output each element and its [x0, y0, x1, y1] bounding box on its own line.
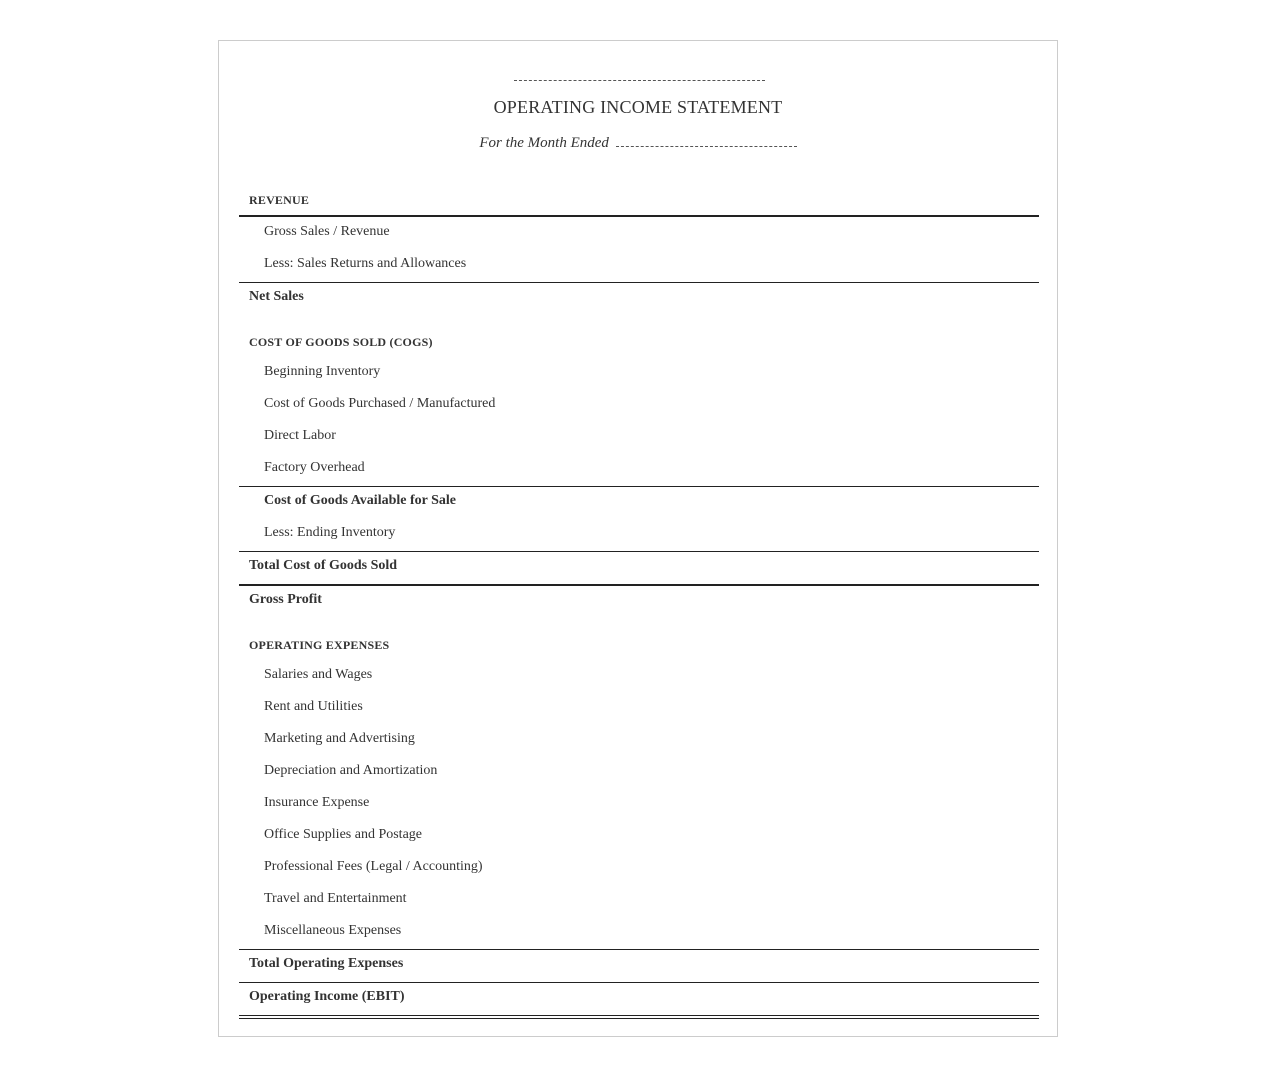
opex-heading: OPERATING EXPENSES — [249, 638, 390, 652]
total-cogs-rule — [239, 551, 1039, 552]
total-cogs-row: Total Cost of Goods Sold — [249, 558, 398, 573]
operating-income-rule — [239, 982, 1039, 983]
opex-item: Miscellaneous Expenses — [264, 923, 402, 938]
total-opex-rule — [239, 949, 1039, 950]
statement-period — [219, 135, 1057, 152]
statement-page — [218, 40, 1058, 1037]
gross-profit-row: Gross Profit — [249, 592, 322, 607]
statement-title: OPERATING INCOME STATEMENT — [493, 97, 783, 117]
opex-item: Marketing and Advertising — [264, 731, 415, 746]
sales-returns-row: Less: Sales Returns and Allowances — [264, 256, 467, 271]
opex-item: Salaries and Wages — [264, 667, 373, 682]
total-opex-row: Total Operating Expenses — [249, 956, 404, 971]
gross-sales-row: Gross Sales / Revenue — [264, 224, 390, 239]
net-sales-rule — [239, 282, 1039, 283]
operating-income-row: Operating Income (EBIT) — [249, 989, 405, 1004]
gross-profit-rule — [239, 584, 1039, 586]
operating-income-double-rule — [239, 1015, 1039, 1019]
opex-item: Travel and Entertainment — [264, 891, 407, 906]
opex-item: Rent and Utilities — [264, 699, 363, 714]
period-label: For the Month Ended — [479, 135, 609, 151]
goods-purchased-row: Cost of Goods Purchased / Manufactured — [264, 396, 496, 411]
factory-overhead-row: Factory Overhead — [264, 460, 365, 475]
revenue-heading-rule — [239, 215, 1039, 217]
revenue-heading: REVENUE — [249, 193, 310, 207]
opex-item: Professional Fees (Legal / Accounting) — [264, 859, 483, 874]
opex-item: Office Supplies and Postage — [264, 827, 422, 842]
direct-labor-row: Direct Labor — [264, 428, 336, 443]
net-sales-row: Net Sales — [249, 289, 304, 304]
period-date-blank — [616, 146, 797, 147]
opex-item: Insurance Expense — [264, 795, 370, 810]
goods-available-rule — [239, 486, 1039, 487]
ending-inventory-row: Less: Ending Inventory — [264, 525, 396, 540]
company-name-blank — [514, 80, 765, 81]
goods-available-row: Cost of Goods Available for Sale — [264, 493, 456, 508]
beginning-inventory-row: Beginning Inventory — [264, 364, 381, 379]
opex-item: Depreciation and Amortization — [264, 763, 438, 778]
cogs-heading: COST OF GOODS SOLD (COGS) — [249, 335, 433, 349]
